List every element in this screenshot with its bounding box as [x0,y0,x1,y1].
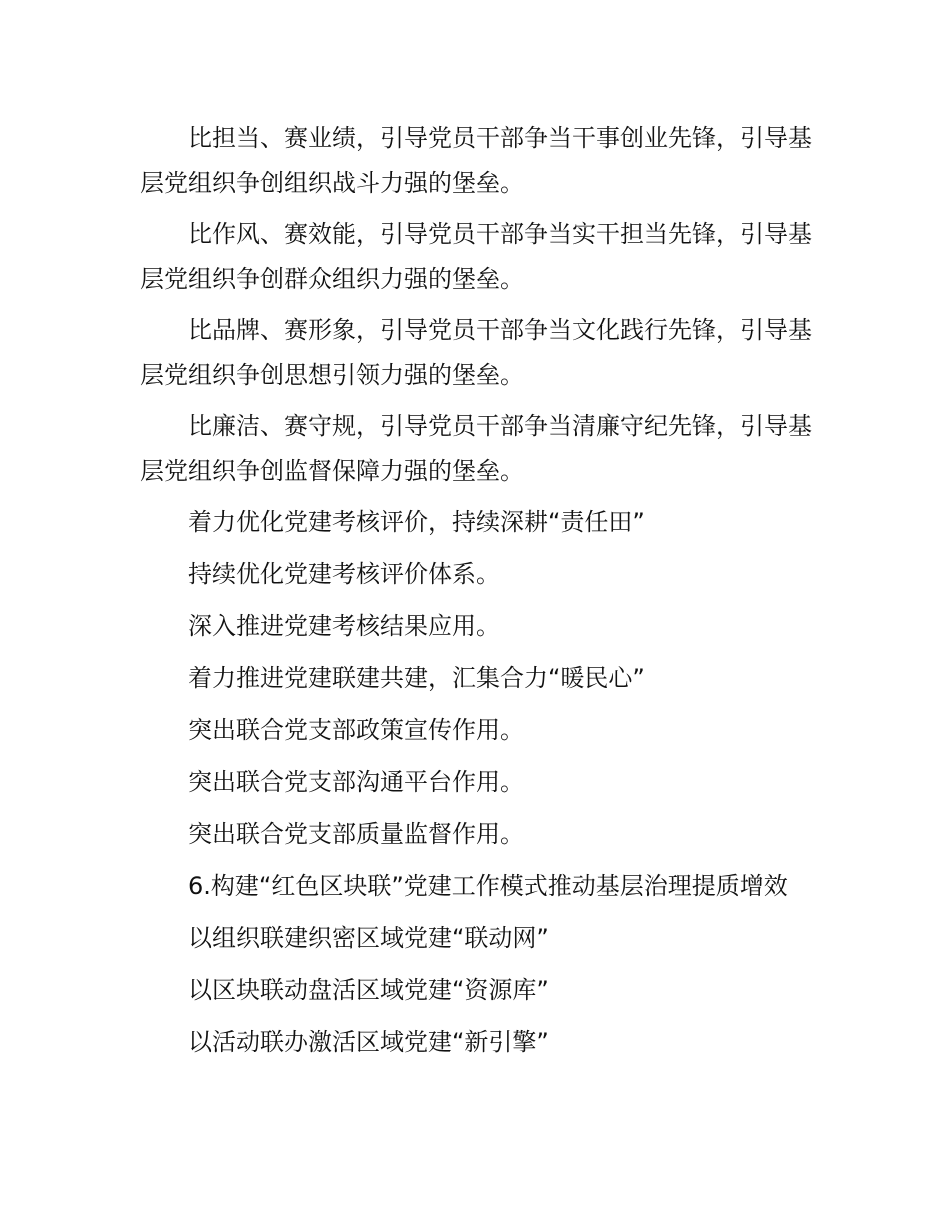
heading-assessment: 着力优化党建考核评价，持续深耕“责任田” [188,508,645,536]
list-item: 突出联合党支部质量监督作用。 [188,820,524,848]
paragraph-1: 比担当、赛业绩，引导党员干部争当干事创业先锋，引导基层党组织争创组织战斗力强的堡垒。 [140,124,812,197]
paragraph-2: 比作风、赛效能，引导党员干部争当实干担当先锋，引导基层党组织争创群众组织力强的堡垒。 [140,220,812,293]
list-item: 以区块联动盘活区域党建“资源库” [188,976,549,1004]
paragraph-3: 比品牌、赛形象，引导党员干部争当文化践行先锋，引导基层党组织争创思想引领力强的堡垒。 [140,316,812,389]
document-body [140,116,812,1072]
paragraph-4: 比廉洁、赛守规，引导党员干部争当清廉守纪先锋，引导基层党组织争创监督保障力强的堡垒。 [140,412,812,485]
list-item: 以组织联建织密区域党建“联动网” [188,924,549,952]
list-item: 深入推进党建考核结果应用。 [188,612,500,640]
heading-joint-building: 着力推进党建联建共建，汇集合力“暖民心” [188,664,645,692]
section-heading-6: 6.构建“红色区块联”党建工作模式推动基层治理提质增效 [188,872,788,900]
list-item: 以活动联办激活区域党建“新引擎” [188,1028,549,1056]
list-item: 突出联合党支部沟通平台作用。 [188,768,524,796]
list-item: 持续优化党建考核评价体系。 [188,560,500,588]
list-item: 突出联合党支部政策宣传作用。 [188,716,524,744]
